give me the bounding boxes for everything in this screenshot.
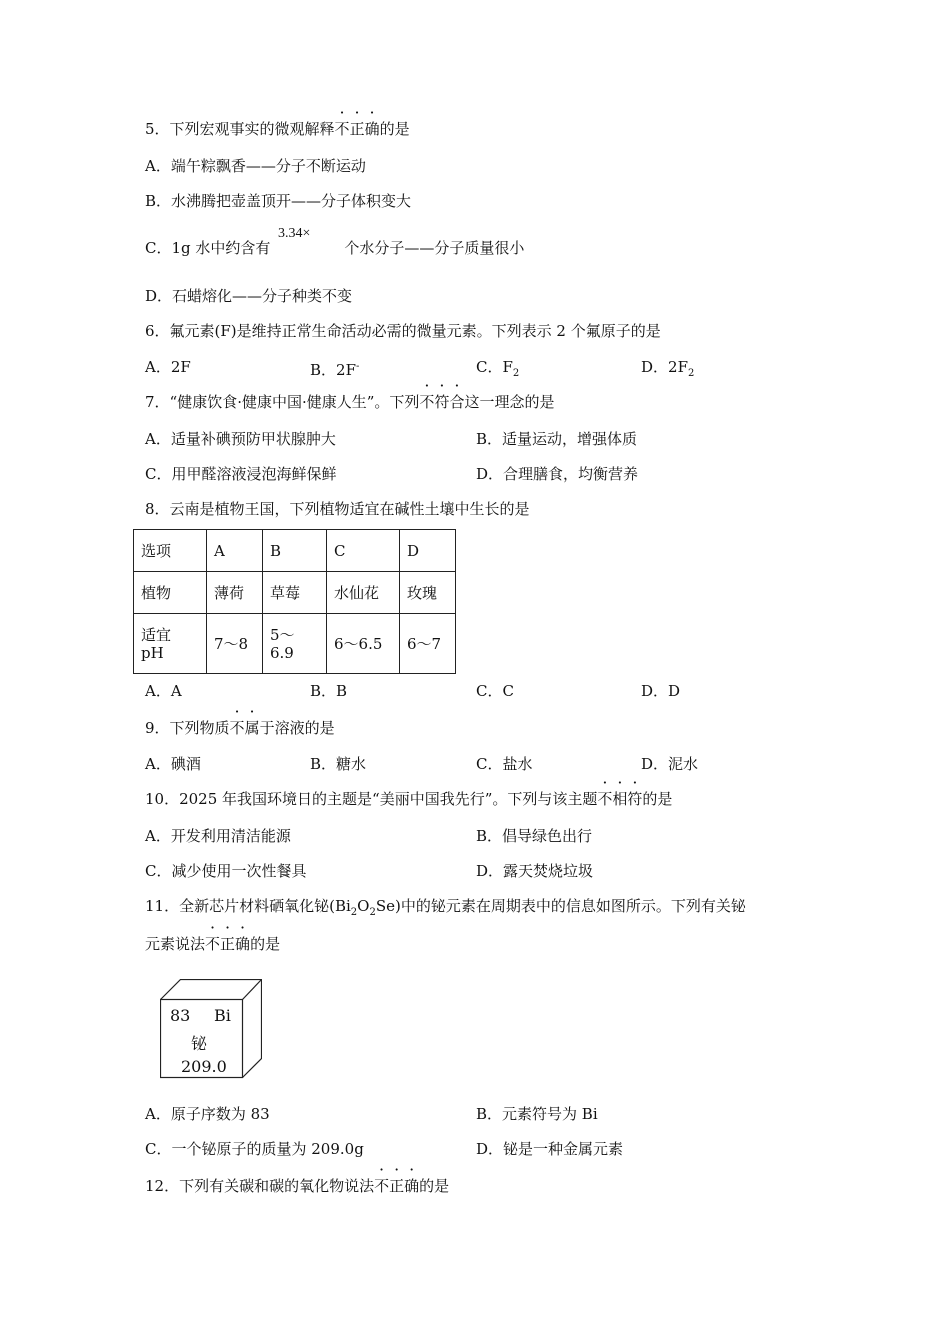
element-symbol: Bi — [214, 1006, 231, 1025]
emphasis-char: 合 — [449, 393, 465, 411]
table-cell: 6～6.5 — [327, 614, 400, 674]
emphasis-char: 正 — [220, 935, 236, 953]
atomic-mass: 209.0 — [181, 1057, 227, 1076]
emphasis-char: 确 — [404, 1177, 420, 1195]
ph-table — [133, 529, 456, 674]
q7-option-d[interactable]: D．合理膳食，均衡营养 — [476, 465, 639, 483]
q11-stem-cont: 元素说法不正确的是 — [145, 935, 281, 953]
emphasis-char: 相 — [612, 790, 628, 808]
q6-stem: 6．氟元素(F)是维持正常生命活动必需的微量元素。下列表示 2 个氟原子的是 — [145, 322, 661, 340]
table-row — [134, 572, 456, 614]
element-card-bismuth — [160, 979, 262, 1079]
table-cell: 薄荷 — [207, 572, 263, 614]
q10-option-d[interactable]: D．露天焚烧垃圾 — [476, 862, 594, 880]
q9-option-d[interactable]: D．泥水 — [641, 755, 699, 773]
q8-option-c[interactable]: C．C — [476, 682, 514, 700]
q9-option-a[interactable]: A．碘酒 — [145, 755, 201, 773]
q9-option-b[interactable]: B．糖水 — [310, 755, 367, 773]
q6-option-c[interactable]: C．$F_2$ — [476, 358, 520, 379]
q10-stem: 10．2025 年我国环境日的主题是“美丽中国我先行”。下列与该主题不相符的是 — [145, 790, 673, 808]
atomic-number: 83 — [170, 1006, 191, 1025]
emphasis-char: 确 — [364, 120, 380, 138]
table-cell: D — [400, 530, 456, 572]
table-cell: B — [263, 530, 327, 572]
emphasis-char: 确 — [235, 935, 251, 953]
q5-option-d[interactable]: D．石蜡熔化——分子种类不变 — [145, 287, 353, 305]
q8-option-a[interactable]: A．A — [145, 682, 182, 700]
q7-option-a[interactable]: A．适量补碘预防甲状腺肿大 — [145, 430, 336, 448]
table-cell: 玫瑰 — [400, 572, 456, 614]
table-cell: 5～ 6.9 — [263, 614, 327, 674]
table-row — [134, 614, 456, 674]
q9-option-c[interactable]: C．盐水 — [476, 755, 533, 773]
q11-option-c[interactable]: C．一个铋原子的质量为 209.0g — [145, 1140, 364, 1158]
table-cell: 水仙花 — [327, 572, 400, 614]
q10-option-c[interactable]: C．减少使用一次性餐具 — [145, 862, 307, 880]
q5-option-c[interactable]: C．1g 水中约含有 个水分子——分子质量很小 — [145, 239, 525, 257]
q11-option-d[interactable]: D．铋是一种金属元素 — [476, 1140, 624, 1158]
q12-stem: 12．下列有关碳和碳的氧化物说法不正确的是 — [145, 1177, 450, 1195]
q5-option-b[interactable]: B．水沸腾把壶盖顶开——分子体积变大 — [145, 192, 412, 210]
emphasis-char: 正 — [349, 120, 365, 138]
q8-stem: 8．云南是植物王国，下列植物适宜在碱性土壤中生长的是 — [145, 500, 530, 518]
q8-option-d[interactable]: D．D — [641, 682, 681, 700]
emphasis-char: 不 — [597, 790, 613, 808]
table-cell: 7～8 — [207, 614, 263, 674]
table-cell: 6～7 — [400, 614, 456, 674]
q6-option-b[interactable]: B．2F- — [310, 361, 360, 379]
table-cell: C — [327, 530, 400, 572]
q6-option-a[interactable]: A．2F — [145, 358, 191, 376]
q11-stem: 11．全新芯片材料硒氧化铋$(Bi_2O_2Se)$中的铋元素在周期表中的信息如图所示。下列有关铋 — [145, 897, 746, 918]
table-row — [134, 530, 456, 572]
table-cell: 草莓 — [263, 572, 327, 614]
emphasis-char: 不 — [419, 393, 435, 411]
table-cell: 植物 — [134, 572, 207, 614]
emphasis-char: 不 — [205, 935, 221, 953]
emphasis-char: 符 — [434, 393, 450, 411]
emphasis-char: 不 — [374, 1177, 390, 1195]
q10-option-b[interactable]: B．倡导绿色出行 — [476, 827, 593, 845]
q6-option-d[interactable]: D．$2F_2$ — [641, 358, 695, 379]
q11-option-a[interactable]: A．原子序数为 83 — [145, 1105, 270, 1123]
emphasis-char: 不 — [334, 120, 350, 138]
q7-option-c[interactable]: C．用甲醛溶液浸泡海鲜保鲜 — [145, 465, 337, 483]
table-cell: A — [207, 530, 263, 572]
element-name: 铋 — [191, 1034, 208, 1053]
emphasis-char: 正 — [389, 1177, 405, 1195]
q9-stem: 9．下列物质不属于溶液的是 — [145, 719, 335, 737]
q5-option-a[interactable]: A．端午粽飘香——分子不断运动 — [145, 157, 366, 175]
emphasis-char: 属 — [244, 719, 260, 737]
scientific-number: 3.34× — [278, 226, 311, 241]
emphasis-char: 符 — [627, 790, 643, 808]
q7-stem: 7．“健康饮食·健康中国·健康人生”。下列不符合这一理念的是 — [145, 393, 555, 411]
emphasis-char: 不 — [229, 719, 245, 737]
q11-option-b[interactable]: B．元素符号为 Bi — [476, 1105, 598, 1123]
table-cell: 选项 — [134, 530, 207, 572]
table-cell: 适宜 pH — [134, 614, 207, 674]
q7-option-b[interactable]: B．适量运动，增强体质 — [476, 430, 638, 448]
q5-stem: 5．下列宏观事实的微观解释不正确的是 — [145, 120, 410, 138]
q10-option-a[interactable]: A．开发利用清洁能源 — [145, 827, 291, 845]
q8-option-b[interactable]: B．B — [310, 682, 348, 700]
